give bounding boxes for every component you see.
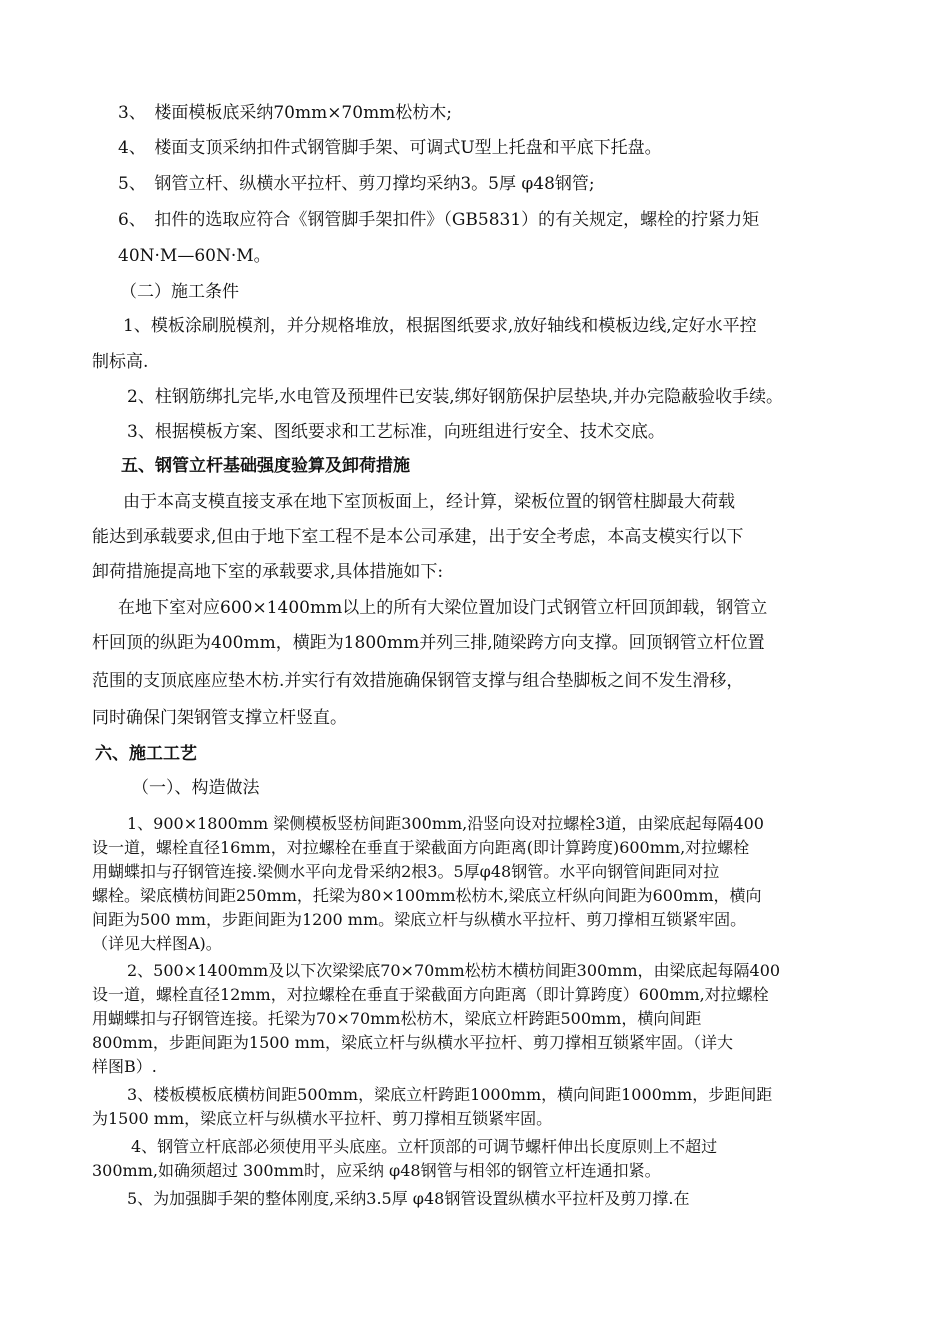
item-2-line: 样图B）. [92, 1057, 157, 1076]
item-2-line: 2、500×1400mm及以下次梁梁底70×70mm松枋木横枋间距300mm，由梁底起每隔400 [127, 961, 781, 980]
section-6-subheading: （一）、构造做法 [132, 778, 260, 798]
item-3-line: 3、楼板模板底横枋间距500mm，梁底立杆跨距1000mm，横向间距1000mm，步距间距 [127, 1085, 773, 1104]
item-1-line: （详见大样图A)。 [92, 934, 222, 953]
material-item-5: 5、 钢管立杆、纵横水平拉杆、剪刀撑均采纳3。5厚 φ48钢管; [118, 174, 595, 194]
item-4-line: 300mm,如确须超过 300mm时，应采纳 φ48钢管与相邻的钢管立杆连通扣紧。 [92, 1161, 661, 1180]
section-5-paragraph-line: 在地下室对应600×1400mm以上的所有大梁位置加设门式钢管立杆回顶卸载，钢管立 [118, 598, 768, 618]
item-2-line: 用蝴蝶扣与孖钢管连接。托梁为70×70mm松枋木，梁底立杆跨距500mm，横向间距 [92, 1009, 702, 1028]
condition-line: 1、模板涂刷脱模剂，并分规格堆放，根据图纸要求,放好轴线和模板边线,定好水平控 [123, 316, 757, 336]
material-item-6-cont: 40N·M—60N·M。 [118, 246, 271, 266]
item-1-line: 间距为500 mm，步距间距为1200 mm。梁底立杆与纵横水平拉杆、剪刀撑相互锁紧牢固。 [92, 910, 747, 929]
section-5-paragraph-line: 同时确保门架钢管支撑立杆竖直。 [92, 708, 347, 728]
item-2-line: 800mm，步距间距为1500 mm，梁底立杆与纵横水平拉杆、剪刀撑相互锁紧牢固。（详大 [92, 1033, 734, 1052]
section-5-paragraph-line: 卸荷措施提高地下室的承载要求,具体措施如下: [92, 562, 444, 582]
condition-line: 2、柱钢筋绑扎完毕,水电管及预埋件已安装,绑好钢筋保护层垫块,并办完隐蔽验收手续。 [127, 387, 784, 407]
section-5-paragraph-line: 由于本高支模直接支承在地下室顶板面上，经计算，梁板位置的钢管柱脚最大荷载 [123, 492, 735, 512]
section-5-paragraph-line: 范围的支顶底座应垫木枋.并实行有效措施确保钢管支撑与组合垫脚板之间不发生滑移， [92, 671, 744, 691]
section-5-paragraph-line: 杆回顶的纵距为400mm，横距为1800mm并列三排,随梁跨方向支撑。回顶钢管立杆位置 [92, 633, 765, 653]
item-4-line: 4、钢管立杆底部必须使用平头底座。立杆顶部的可调节螺杆伸出长度原则上不超过 [131, 1137, 718, 1156]
item-1-line: 1、900×1800mm 梁侧模板竖枋间距300mm,沿竖向设对拉螺栓3道，由梁底起每隔400 [127, 814, 764, 833]
condition-line: 3、根据模板方案、图纸要求和工艺标准，向班组进行安全、技术交底。 [127, 422, 665, 442]
item-5-line: 5、为加强脚手架的整体刚度,采纳3.5厚 φ48钢管设置纵横水平拉杆及剪刀撑.在 [127, 1189, 690, 1208]
section-5-title: 五、钢管立杆基础强度验算及卸荷措施 [121, 456, 410, 476]
item-1-line: 用蝴蝶扣与孖钢管连接.梁侧水平向龙骨采纳2根3。5厚φ48钢管。水平向钢管间距同对拉 [92, 862, 720, 881]
section-6-title: 六、施工工艺 [95, 744, 197, 764]
item-1-line: 设一道，螺栓直径16mm，对拉螺栓在垂直于梁截面方向距离(即计算跨度)600mm,对拉螺栓 [92, 838, 750, 857]
material-item-4: 4、 楼面支顶采纳扣件式钢管脚手架、可调式U型上托盘和平底下托盘。 [118, 138, 662, 158]
material-item-6: 6、 扣件的选取应符合《钢管脚手架扣件》（GB5831）的有关规定，螺栓的拧紧力矩 [118, 210, 760, 230]
item-2-line: 设一道，螺栓直径12mm，对拉螺栓在垂直于梁截面方向距离（即计算跨度）600mm,对拉螺栓 [92, 985, 769, 1004]
conditions-heading: （二）施工条件 [120, 282, 239, 302]
item-3-line: 为1500 mm，梁底立杆与纵横水平拉杆、剪刀撑相互锁紧牢固。 [92, 1109, 553, 1128]
condition-line: 制标高. [92, 352, 149, 372]
material-item-3: 3、 楼面模板底采纳70mm×70mm松枋木; [118, 103, 453, 123]
item-1-line: 螺栓。梁底横枋间距250mm，托梁为80×100mm松枋木,梁底立杆纵向间距为600mm，横向 [92, 886, 762, 905]
section-5-paragraph-line: 能达到承载要求,但由于地下室工程不是本公司承建，出于安全考虑，本高支模实行以下 [92, 527, 744, 547]
